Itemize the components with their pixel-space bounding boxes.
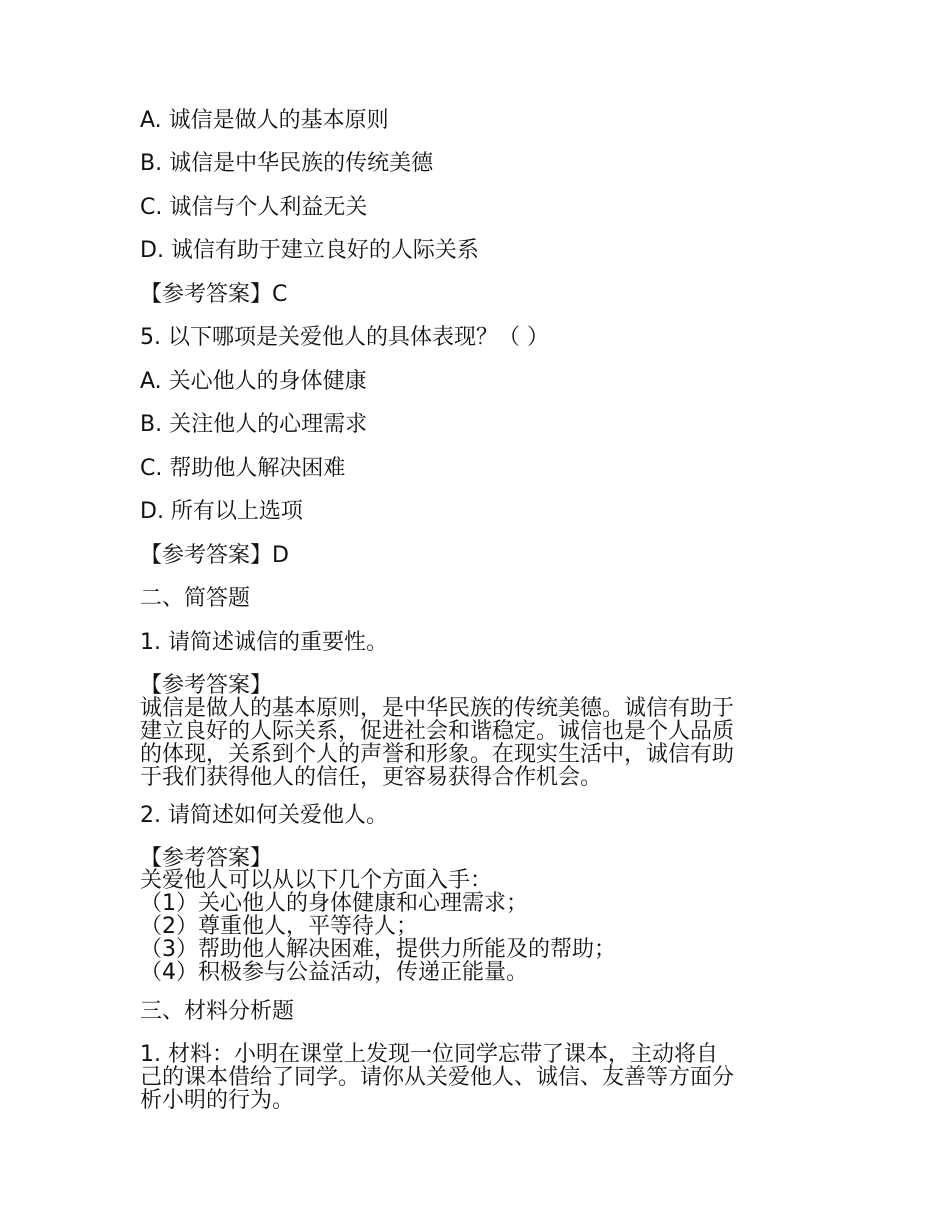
answer-line: （3）帮助他人解决困难，提供力所能及的帮助； <box>140 937 616 962</box>
q4-option-a: A. 诚信是做人的基本原则 <box>140 108 389 133</box>
material-line: 1. 材料：小明在课堂上发现一位同学忘带了课本，主动将自 <box>140 1042 718 1067</box>
answer-line: 诚信是做人的基本原则，是中华民族的传统美德。诚信有助于 <box>140 696 735 721</box>
section-3-heading: 三、材料分析题 <box>140 999 295 1024</box>
q4-option-d: D. 诚信有助于建立良好的人际关系 <box>140 238 479 263</box>
q5-option-d: D. 所有以上选项 <box>140 499 303 524</box>
answer-line: （1）关心他人的身体健康和心理需求； <box>140 891 528 916</box>
q5-question: 5. 以下哪项是关爱他人的具体表现？（ ） <box>140 325 549 350</box>
answer-line: （4）积极参与公益活动，传递正能量。 <box>140 960 528 985</box>
s2-q2-answer-text <box>140 869 812 984</box>
q5-answer: 【参考答案】D <box>140 543 289 568</box>
material-line: 己的课本借给了同学。请你从关爱他人、诚信、友善等方面分 <box>140 1065 735 1090</box>
s2-q1-answer-text <box>140 697 812 789</box>
answer-line: （2）尊重他人，平等待人； <box>140 914 418 939</box>
material-line: 析小明的行为。 <box>140 1088 295 1113</box>
q4-option-c: C. 诚信与个人利益无关 <box>140 195 368 220</box>
q5-option-b: B. 关注他人的心理需求 <box>140 412 368 437</box>
section-2-heading: 二、简答题 <box>140 586 251 611</box>
answer-line: 的体现，关系到个人的声誉和形象。在现实生活中，诚信有助 <box>140 742 735 767</box>
q4-option-b: B. 诚信是中华民族的传统美德 <box>140 151 434 176</box>
answer-line: 于我们获得他人的信任，更容易获得合作机会。 <box>140 765 603 790</box>
s3-q1-material <box>140 1043 812 1112</box>
q5-option-c: C. 帮助他人解决困难 <box>140 456 346 481</box>
q4-answer: 【参考答案】C <box>140 282 288 307</box>
s2-q2-question: 2. 请简述如何关爱他人。 <box>140 803 388 828</box>
s2-q1-question: 1. 请简述诚信的重要性。 <box>140 630 388 655</box>
s2-q1-answer-label: 【参考答案】 <box>140 673 273 698</box>
answer-line: 建立良好的人际关系，促进社会和谐稳定。诚信也是个人品质 <box>140 719 735 744</box>
s2-q2-answer-label: 【参考答案】 <box>140 846 273 871</box>
answer-line: 关爱他人可以从以下几个方面入手： <box>140 868 493 893</box>
q5-option-a: A. 关心他人的身体健康 <box>140 369 367 394</box>
